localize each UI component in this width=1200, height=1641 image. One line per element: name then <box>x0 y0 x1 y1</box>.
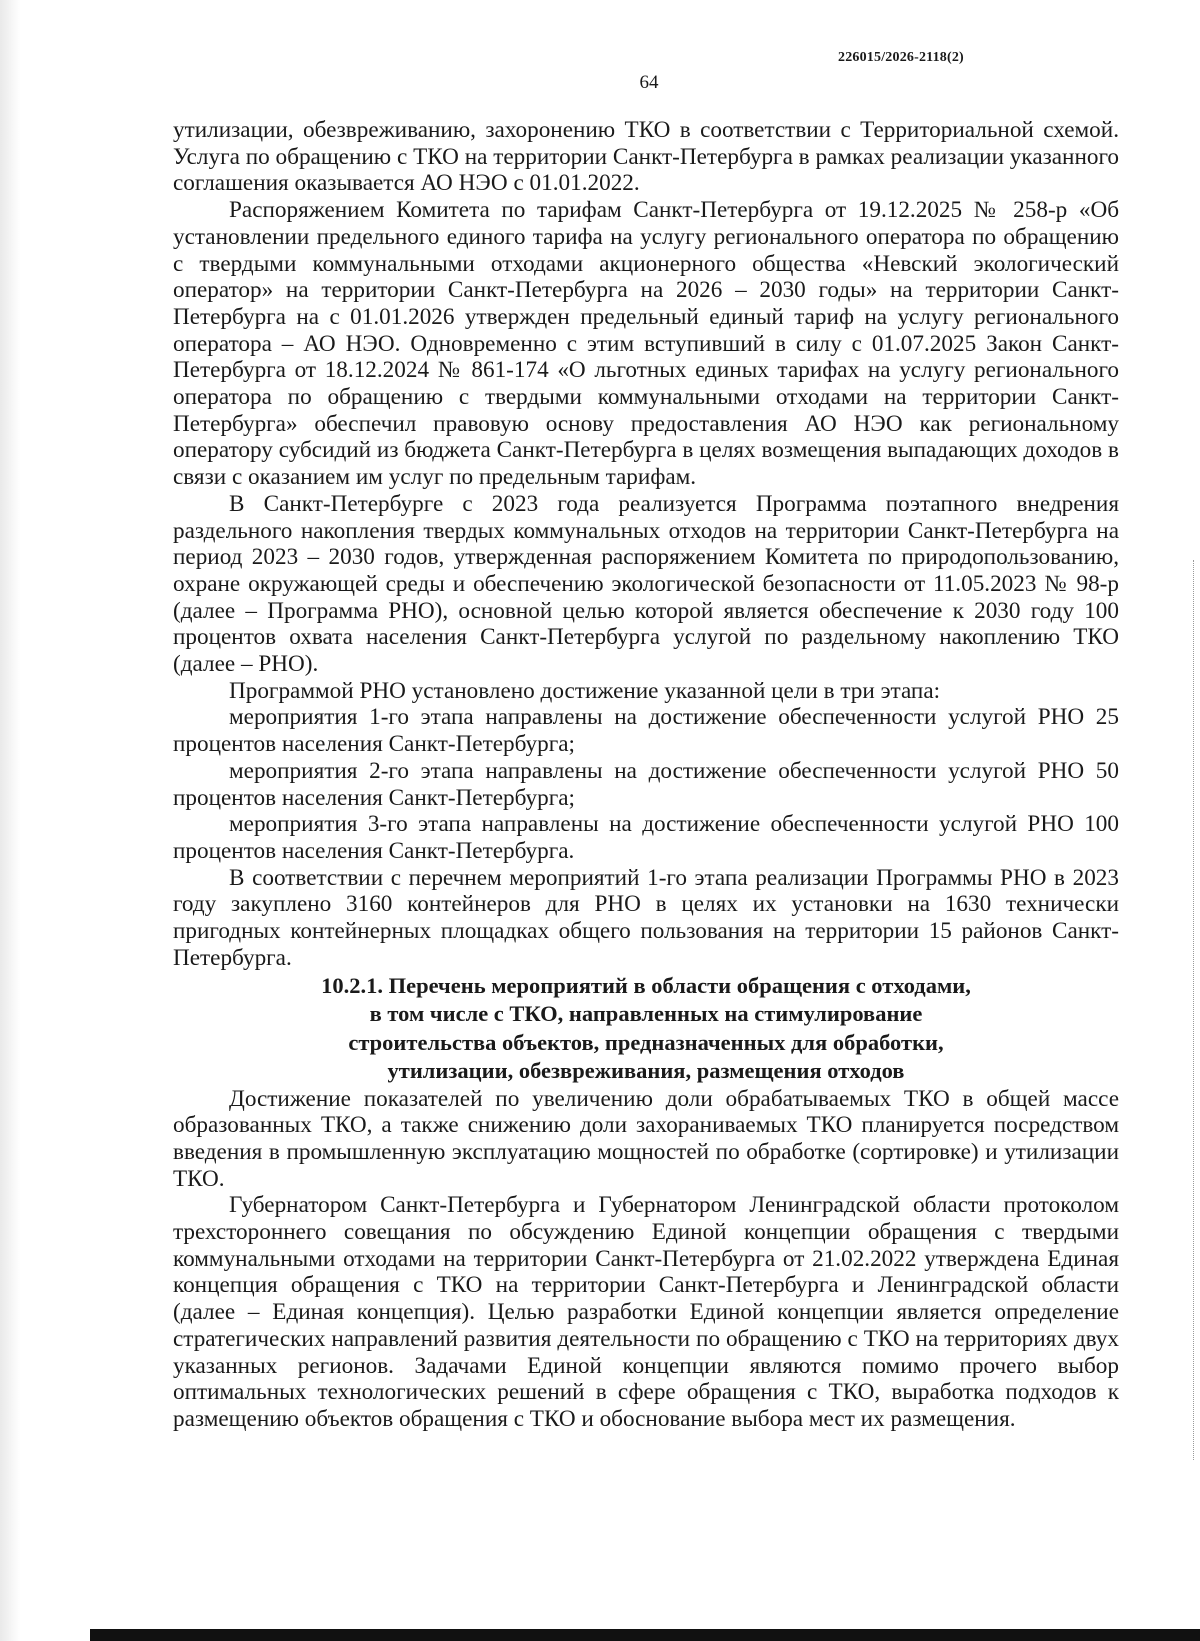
section-heading-line: 10.2.1. Перечень мероприятий в области обращения с отходами, <box>321 972 971 998</box>
paragraph: В Санкт-Петербурге с 2023 года реализуется Программа поэтапного внедрения раздельного накопления твердых коммунальных отходов на территории Санкт-Петербурга на период 2023 – 2030 годов, утвержденная распоряжением Комитета по природопользованию, охране окружающей среды и обеспечению экологической безопасности от 11.05.2023 № 98-р (далее – Программа РНО), основной целью которой является обеспечение к 2030 году 100 процентов охвата населения Санкт-Петербурга услугой по раздельному накоплению ТКО (далее – РНО). <box>173 490 1119 678</box>
paragraph: Губернатором Санкт-Петербурга и Губернатором Ленинградской области протоколом трехстороннего совещания по обсуждению Единой концепции обращения с твердыми коммунальными отходами на территории Санкт-Петербурга от 21.02.2022 утверждена Единая концепция обращения с ТКО на территории Санкт-Петербурга и Ленинградской области (далее – Единая концепция). Целью разработки Единой концепции является определение стратегических направлений развития деятельности по обращению с ТКО на территориях двух указанных регионов. Задачами Единой концепции являются помимо прочего выбор оптимальных технологических решений в сфере обращения с ТКО, выработка подходов к размещению объектов обращения с ТКО и обоснование выбора мест их размещения. <box>173 1192 1119 1432</box>
section-heading-line: строительства объектов, предназначенных для обработки, <box>348 1029 944 1055</box>
paragraph: мероприятия 2-го этапа направлены на достижение обеспеченности услугой РНО 50 процентов населения Санкт-Петербурга; <box>173 757 1119 811</box>
scan-left-shadow <box>0 0 20 1641</box>
scan-bottom-bar <box>90 1629 1200 1641</box>
paragraph: Достижение показателей по увеличению доли обрабатываемых ТКО в общей массе образованных ТКО, а также снижению доли захораниваемых ТКО планируется посредством введения в промышленную эксплуатацию мощностей по обработке (сортировке) и утилизации ТКО. <box>173 1085 1119 1192</box>
section-heading-line: утилизации, обезвреживания, размещения отходов <box>387 1058 905 1083</box>
paragraph: утилизации, обезвреживанию, захоронению ТКО в соответствии с Территориальной схемой. Услуга по обращению с ТКО на территории Санкт-Петербурга в рамках реализации указанного соглашения оказывается АО НЭО с 01.01.2022. <box>173 117 1119 197</box>
page-number: 64 <box>639 72 659 93</box>
document-number: 226015/2026-2118(2) <box>838 50 964 65</box>
section-heading-line: в том числе с ТКО, направленных на стимулирование <box>369 1001 923 1026</box>
section-heading <box>173 972 1119 1086</box>
document-body <box>173 117 1119 1433</box>
paragraph: В соответствии с перечнем мероприятий 1-го этапа реализации Программы РНО в 2023 году закуплено 3160 контейнеров для РНО в целях их установки на 1630 технически пригодных контейнерных площадках общего пользования на территории 15 районов Санкт-Петербурга. <box>173 864 1119 971</box>
paragraph: Программой РНО установлено достижение указанной цели в три этапа: <box>229 677 941 704</box>
paragraph: мероприятия 1-го этапа направлены на достижение обеспеченности услугой РНО 25 процентов населения Санкт-Петербурга; <box>173 704 1119 758</box>
paragraph: Распоряжением Комитета по тарифам Санкт-Петербурга от 19.12.2025 № 258-р «Об установлении предельного единого тарифа на услугу регионального оператора по обращению с твердыми коммунальными отходами акционерного общества «Невский экологический оператор» на территории Санкт-Петербурга на 2026 – 2030 годы» на территории Санкт-Петербурга на с 01.01.2026 утвержден предельный единый тариф на услугу регионального оператора – АО НЭО. Одновременно с этим вступивший в силу с 01.07.2025 Закон Санкт-Петербурга от 18.12.2024 № 861-174 «О льготных единых тарифах на услугу регионального оператора по обращению с твердыми коммунальными отходами на территории Санкт-Петербурга» обеспечил правовую основу предоставления АО НЭО как региональному оператору субсидий из бюджета Санкт-Петербурга в целях возмещения выпадающих доходов в связи с оказанием им услуг по предельным тарифам. <box>173 197 1119 491</box>
scan-right-edge-marks <box>1191 560 1194 1460</box>
paragraph: мероприятия 3-го этапа направлены на достижение обеспеченности услугой РНО 100 процентов населения Санкт-Петербурга. <box>173 811 1119 864</box>
